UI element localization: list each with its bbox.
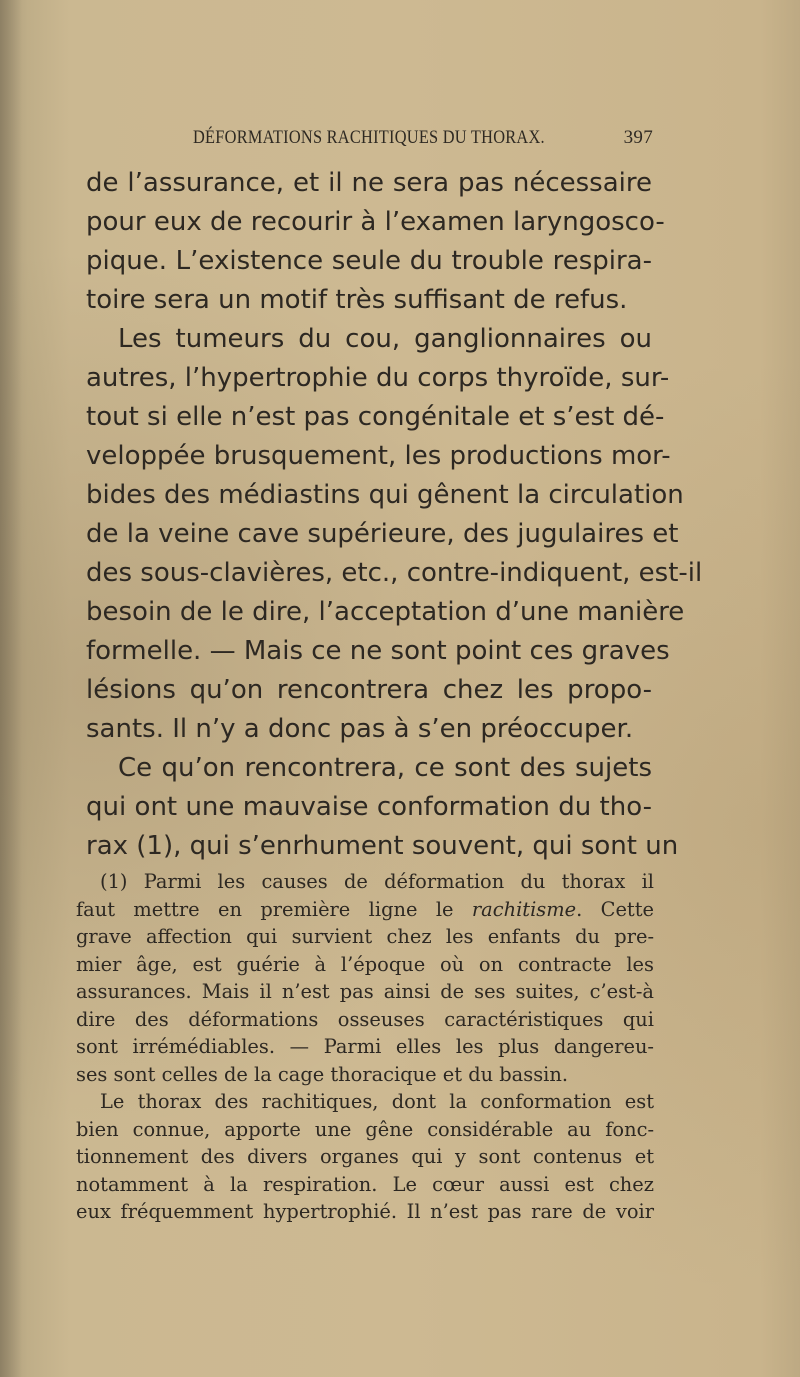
footnote-line: (1) Parmi les causes de déformation du thorax il	[100, 870, 654, 893]
footnote-line: tionnement des divers organes qui y sont contenus et	[76, 1145, 654, 1168]
text-line: Ce qu’on rencontrera, ce sont des sujets	[118, 753, 652, 783]
footnote-line: eux fréquemment hypertrophié. Il n’est pas rare de voir	[76, 1200, 654, 1223]
text-line: pour eux de recourir à l’examen laryngosco-	[86, 207, 665, 237]
text-line: veloppée brusquement, les productions mor-	[86, 441, 671, 471]
running-header-title: DÉFORMATIONS RACHITIQUES DU THORAX.	[193, 127, 545, 148]
text-line: besoin de le dire, l’acceptation d’une manière	[86, 597, 685, 627]
footnote	[76, 868, 654, 1226]
footnote-line: Le thorax des rachitiques, dont la conformation est	[100, 1090, 654, 1113]
text-line: qui ont une mauvaise conformation du tho-	[86, 792, 652, 822]
footnote-line: ses sont celles de la cage thoracique et du bassin.	[76, 1062, 568, 1086]
text-line: tout si elle n’est pas congénitale et s’est dé-	[86, 402, 665, 432]
footnote-text: faut mettre en première ligne le	[76, 897, 472, 921]
text-line: rax (1), qui s’enrhument souvent, qui sont un	[86, 831, 679, 861]
text-line: bides des médiastins qui gênent la circulation	[86, 480, 684, 510]
footnote-line	[76, 896, 654, 924]
running-header	[193, 127, 653, 153]
footnote-line: bien connue, apporte une gêne considérable au fonc-	[76, 1117, 654, 1141]
text-line: toire sera un motif très suffisant de refus.	[86, 285, 628, 315]
text-line: de l’assurance, et il ne sera pas nécessaire	[86, 168, 652, 198]
footnote-italic-term: rachitisme	[471, 897, 577, 921]
body-text	[86, 164, 703, 866]
footnote-line: grave affection qui survient chez les enfants du pre-	[76, 925, 654, 948]
text-line: des sous-clavières, etc., contre-indiquent, est-il	[86, 558, 703, 588]
page-edge-shadow	[0, 0, 22, 1377]
text-line: formelle. — Mais ce ne sont point ces graves	[86, 636, 670, 666]
text-line: lésions qu’on rencontrera chez les propo-	[86, 675, 652, 705]
footnote-line: assurances. Mais il n’est pas ainsi de ses suites, c’est-à	[76, 980, 654, 1003]
text-line: pique. L’existence seule du trouble respira-	[86, 246, 652, 276]
text-line: sants. Il n’y a donc pas à s’en préoccuper.	[86, 714, 634, 744]
footnote-line: dire des déformations osseuses caractéristiques qui	[76, 1007, 654, 1031]
text-line: Les tumeurs du cou, ganglionnaires ou	[118, 324, 652, 354]
page-number: 397	[623, 127, 653, 148]
footnote-text: . Cette	[576, 897, 654, 921]
footnote-line: notamment à la respiration. Le cœur aussi est chez	[76, 1172, 654, 1196]
footnote-line: mier âge, est guérie à l’époque où on contracte les	[76, 952, 654, 976]
footnote-line: sont irrémédiables. — Parmi elles les plus dangereu-	[76, 1035, 654, 1058]
text-line: autres, l’hypertrophie du corps thyroïde, sur-	[86, 363, 670, 393]
text-line: de la veine cave supérieure, des jugulaires et	[86, 519, 679, 549]
